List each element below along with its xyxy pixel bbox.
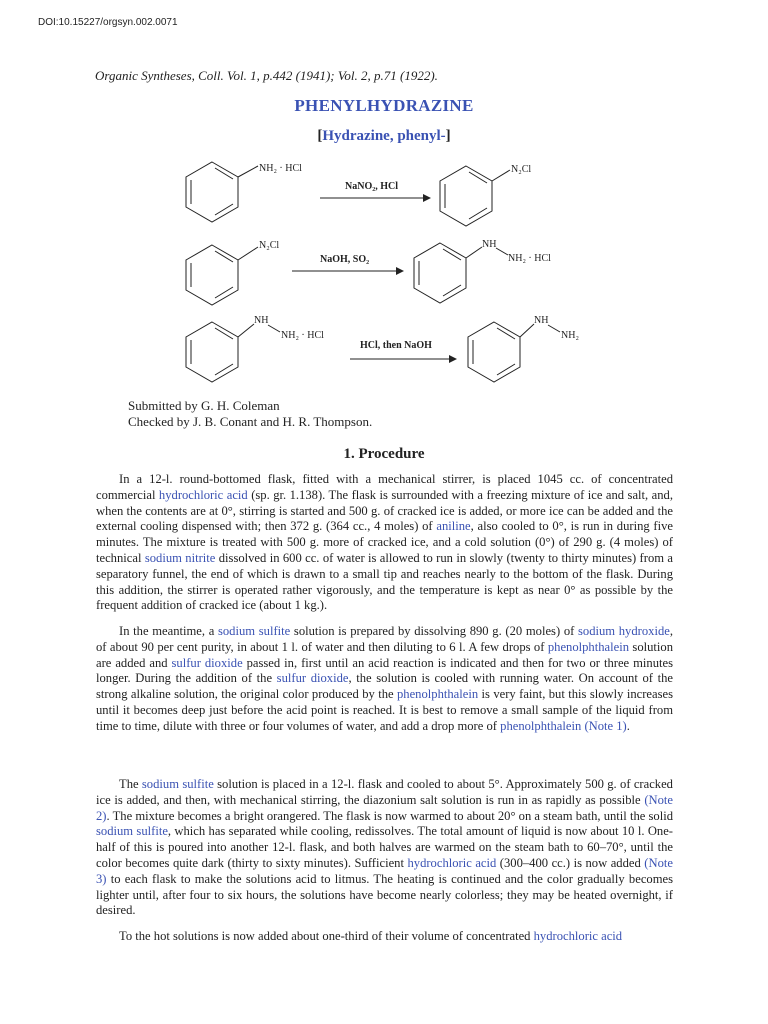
link-hydrochloric-acid[interactable]: hydrochloric acid — [407, 855, 497, 870]
link-aniline[interactable]: aniline — [436, 519, 471, 534]
subtitle-link[interactable]: Hydrazine, phenyl- — [322, 128, 446, 144]
label-nh2-4: NH₂ — [561, 330, 579, 341]
text: , of about 90 per cent purity, in about 1 l. of water and then diluting to 6 l. A few drops of — [96, 624, 673, 654]
text: To the hot solutions is now added about one-third of their volume of concentrated — [119, 929, 534, 943]
citation: Organic Syntheses, Coll. Vol. 1, p.442 (1941); Vol. 2, p.71 (1922). — [95, 68, 438, 83]
label-nh-4: NH — [534, 315, 549, 326]
benzene-ring-3a — [186, 322, 280, 382]
reagent-3: HCl, then NaOH — [360, 340, 432, 351]
text: to each flask to make the solutions acid to litmus. The heating is continued and the color gradually becomes lighter until, after four to six hours, the solutions have become nearly colorless; they may be heated overnight, if desired. — [96, 871, 673, 918]
link-hydrochloric-acid[interactable]: hydrochloric acid — [533, 929, 623, 943]
link-note-1[interactable]: (Note 1) — [584, 718, 627, 733]
submitted-by: Submitted by G. H. Coleman — [128, 398, 280, 413]
link-sodium-nitrite[interactable]: sodium nitrite — [144, 550, 216, 565]
benzene-ring-2a — [186, 245, 258, 305]
page-title: PHENYLHYDRAZINE — [294, 96, 474, 115]
reagent-1: NaNO₂, HCl — [345, 181, 398, 192]
doi-header: DOI:10.15227/orgsyn.002.0071 — [38, 17, 178, 28]
benzene-ring-1b — [440, 166, 510, 226]
text: passed in, first until an acid reaction is indicated and then for two or three minutes longer. During the addition of the — [96, 655, 673, 686]
benzene-ring-3b — [468, 322, 560, 382]
link-sodium-hydroxide[interactable]: sodium hydroxide — [578, 624, 670, 638]
text: . The mixture becomes a bright orangered. The flask is now warmed to about 20° on a steam bath, until the solid — [106, 808, 673, 823]
label-nh2hcl-3: NH₂ · HCl — [281, 330, 324, 341]
link-sodium-sulfite[interactable]: sodium sulfite — [141, 777, 214, 791]
label-nh2hcl-2: NH₂ · HCl — [508, 253, 551, 264]
subtitle — [0, 128, 768, 145]
paragraph-4 — [96, 929, 673, 945]
label-nh2hcl-1: NH₂ · HCl — [259, 163, 302, 174]
link-note-3[interactable]: (Note 3) — [96, 855, 673, 886]
link-sodium-sulfite[interactable]: sodium sulfite — [217, 624, 291, 638]
link-hydrochloric-acid[interactable]: hydrochloric acid — [158, 487, 248, 502]
section-title: 1. Procedure — [343, 446, 425, 462]
text: solution is prepared by dissolving 890 g. (20 moles) of — [290, 624, 578, 638]
link-sulfur-dioxide[interactable]: sulfur dioxide — [171, 655, 243, 670]
label-n2cl-1: N₂Cl — [511, 164, 532, 175]
subtitle-close-bracket: ] — [445, 128, 451, 144]
link-note-2[interactable]: (Note 2) — [96, 792, 673, 823]
link-sodium-sulfite[interactable]: sodium sulfite — [96, 824, 168, 839]
text: is very faint, but this slowly increases until it becomes deep just before the acid point is reached. It is best to remove a small sample of the liquid from time to time, dilute with three or four volumes of water, and add a drop more of — [96, 687, 674, 733]
text: , the solution is cooled with running water. On account of the strong alkaline solution, the original color produced by the — [96, 671, 673, 702]
link-phenolphthalein[interactable]: phenolphthalein — [397, 687, 479, 702]
checked-by: Checked by J. B. Conant and H. R. Thompson. — [128, 414, 373, 429]
reagent-2: NaOH, SO₂ — [320, 254, 370, 265]
benzene-ring-2b — [414, 243, 508, 303]
text: . — [626, 718, 630, 733]
text: In the meantime, a — [119, 624, 218, 638]
link-sulfur-dioxide[interactable]: sulfur dioxide — [276, 671, 349, 686]
label-n2cl-2: N₂Cl — [259, 240, 280, 251]
reaction-scheme — [0, 150, 768, 390]
label-nh-3: NH — [254, 315, 269, 326]
benzene-ring-1a — [186, 162, 258, 222]
text: , also cooled to 0°, is run in during five minutes. The mixture is treated with 500 g. more of cracked ice, and a cold solution (0°) of 290 g. (4 moles) of technical — [96, 519, 674, 565]
text: The — [119, 777, 142, 791]
text: In a 12-l. round-bottomed flask, fitted with a mechanical stirrer, is placed 1045 cc. of concentrated commercial — [96, 472, 673, 502]
credits — [128, 398, 372, 430]
text: (300–400 cc.) is now added — [496, 855, 645, 870]
subtitle-open-bracket: [ — [317, 128, 323, 144]
text: , which has separated while cooling, redissolves. The total amount of liquid is now about 10 l. One-half of this is poured into another 12-l. flask, and both halves are warmed on the steam bath to 60–70°, until the color becomes quite dark (thirty to sixty minutes). Sufficient — [96, 824, 674, 870]
text: solution is placed in a 12-l. flask and cooled to about 5°. Approximately 500 g. of cracked ice is added, and then, with mechanical stirring, the diazonium salt solution is run in as rapidly as possible — [96, 777, 673, 807]
link-phenolphthalein[interactable]: phenolphthalein — [500, 718, 582, 733]
text: solution are added and — [96, 639, 674, 670]
label-nh-2: NH — [482, 239, 497, 250]
link-phenolphthalein[interactable]: phenolphthalein — [547, 639, 629, 654]
text: (sp. gr. 1.138). The flask is surrounded with a freezing mixture of ice and salt, and, when the contents are at 0°, stirring is started and 500 g. of cracked ice is added, or more ice can be added and the external cooling dispensed with; then 372 g. (364 cc., 4 moles) of — [96, 487, 673, 534]
paragraph-2 — [96, 624, 673, 735]
paragraph-1 — [96, 472, 673, 614]
text: dissolved in 600 cc. of water is allowed to run in slowly (twenty to thirty minutes) from a separatory funnel, the end of which is drawn to a small tip and reaches nearly to the bottom of the flask. During this addition, the stirrer is operated rather vigorously, and the temperature is kept as near 0° as possible by the frequent addition of cracked ice (about 1 kg.). — [96, 550, 674, 613]
paragraph-3 — [96, 777, 673, 919]
